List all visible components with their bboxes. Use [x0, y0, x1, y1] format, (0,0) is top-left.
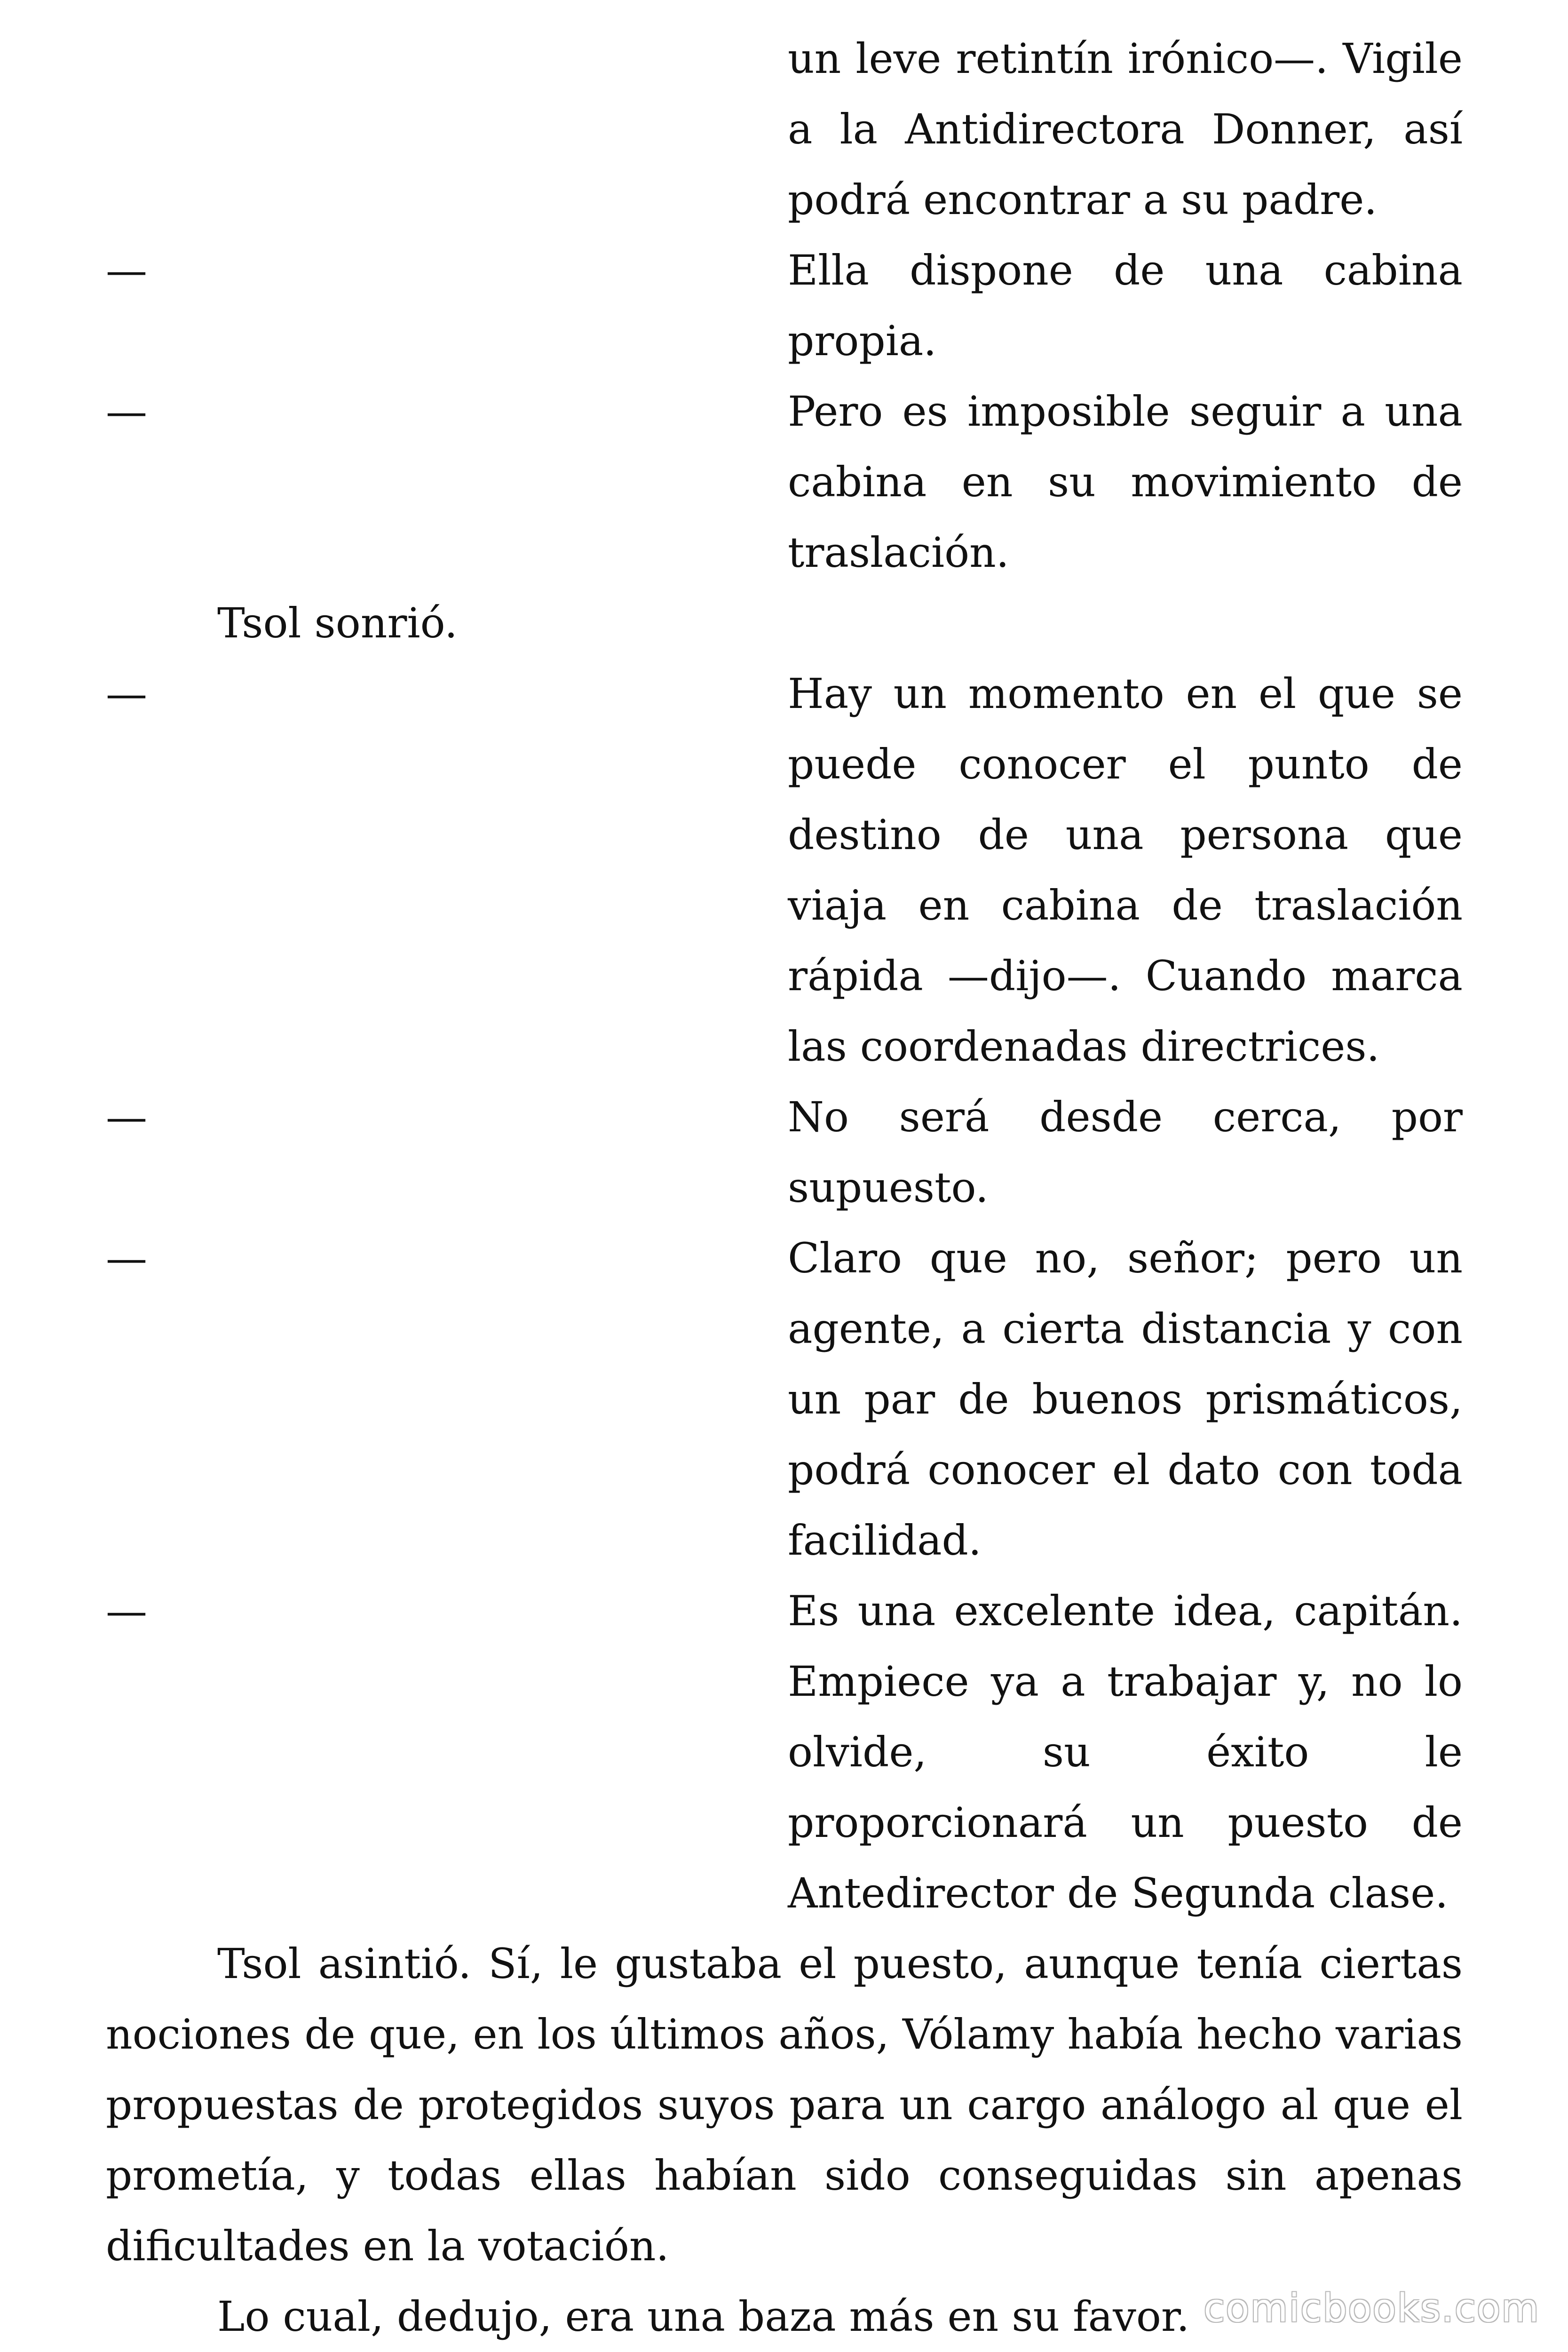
dialogue-text: Pero es imposible seguir a una cabina en su movimiento de traslación. [788, 387, 1463, 577]
dialogue-text: Claro que no, señor; pero un agente, a cierta distancia y con un par de buenos prismáticos, podrá conocer el dato con toda facilidad. [788, 1234, 1463, 1565]
dialogue-line [106, 235, 1463, 376]
dialogue-text: Ella dispone de una cabina propia. [788, 246, 1463, 365]
dialogue-dash: — [106, 1093, 147, 1141]
narration-paragraph: Lo cual, dedujo, era una baza más en su favor. [217, 2292, 1190, 2341]
dialogue-dash: — [106, 1587, 147, 1635]
dialogue-dash: — [106, 669, 147, 718]
dialogue-text: Hay un momento en el que se puede conocer el punto de destino de una persona que viaja en cabina de traslación rápida —dijo—. Cuando marca las coordenadas directrices. [788, 669, 1463, 1071]
dialogue-text: No será desde cerca, por supuesto. [788, 1093, 1463, 1212]
dialogue-block-middle [106, 659, 1463, 1929]
dialogue-text: un leve retintín irónico—. Vigile a la Antidirectora Donner, así podrá encontrar a su padre. [788, 34, 1463, 224]
dialogue-dash: — [106, 246, 147, 294]
dialogue-line [106, 24, 1463, 235]
watermark-logo: comicbooks.com [1204, 2286, 1540, 2331]
narration-paragraph: Tsol sonrió. [217, 599, 458, 647]
dialogue-dash: — [106, 1234, 147, 1282]
dialogue-line [106, 376, 1463, 588]
dialogue-block-top [106, 24, 1463, 588]
dialogue-line [106, 1223, 1463, 1576]
dialogue-text: Es una excelente idea, capitán. Empiece ya a trabajar y, no lo olvide, su éxito le proporcionará un puesto de Antedirector de Segunda clase. [788, 1587, 1463, 1917]
dialogue-line [106, 659, 1463, 1082]
dialogue-dash: — [106, 387, 147, 436]
narration-paragraph: Tsol asintió. Sí, le gustaba el puesto, aunque tenía ciertas nociones de que, en los últimos años, Vólamy había hecho varias propuestas de protegidos suyos para un cargo análogo al que el prometía, y todas ellas habían sido conseguidas sin apenas dificultades en la votación. [106, 1939, 1463, 2270]
dialogue-line [106, 1576, 1463, 1929]
dialogue-line [106, 1082, 1463, 1223]
book-page [106, 24, 1463, 2352]
